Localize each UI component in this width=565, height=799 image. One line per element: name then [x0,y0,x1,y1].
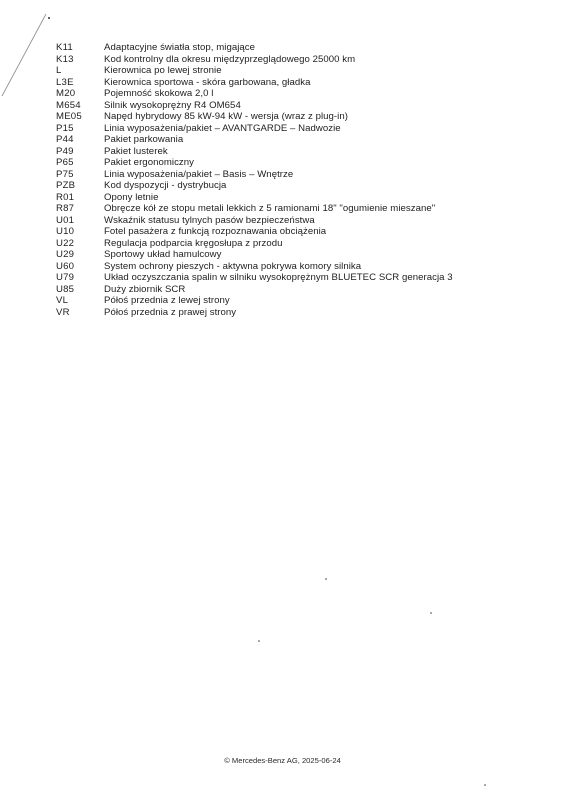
option-description: Wskaźnik statusu tylnych pasów bezpieczeństwa [104,214,315,226]
scan-speck [325,578,327,580]
option-code: U29 [56,249,75,260]
option-description: Pakiet lusterek [104,145,168,157]
option-description: Napęd hybrydowy 85 kW-94 kW - wersja (wraz z plug-in) [104,111,348,122]
option-code: VR [56,306,70,318]
option-code: U01 [56,214,75,226]
option-description: Kod kontrolny dla okresu międzyprzeglądowego 25000 km [104,53,356,65]
option-row [56,65,516,77]
option-row [56,307,516,319]
option-description: Kierownica po lewej stronie [104,65,222,76]
option-code: M20 [56,88,76,99]
option-row [56,203,516,215]
option-code: U10 [56,226,75,237]
option-row [56,100,516,112]
option-code: M654 [56,99,81,111]
option-row [56,146,516,158]
option-row [56,169,516,181]
option-row [56,123,516,135]
option-description: Regulacja podparcia kręgosłupa z przodu [104,237,283,249]
option-description: Linia wyposażenia/pakiet – Basis – Wnętrze [104,168,294,180]
option-code: PZB [56,180,76,191]
option-description: Półoś przednia z lewej strony [104,295,230,306]
option-description: System ochrony pieszych - aktywna pokrywa komory silnika [104,260,362,272]
option-code: L3E [56,76,74,88]
option-code: U22 [56,237,75,249]
option-row [56,215,516,227]
option-description: Kod dyspozycji - dystrybucja [104,180,227,191]
option-code: U79 [56,272,75,283]
option-description: Duży zbiornik SCR [104,283,186,295]
option-description: Silnik wysokoprężny R4 OM654 [104,99,241,111]
option-code: P75 [56,168,74,180]
option-row [56,238,516,250]
copyright-footer: © Mercedes-Benz AG, 2025-06-24 [224,756,341,765]
option-code: U60 [56,260,75,272]
option-code: ME05 [56,111,82,122]
option-code: K13 [56,53,74,65]
option-row [56,192,516,204]
option-row [56,180,516,192]
option-description: Pakiet ergonomiczny [104,157,195,168]
option-row [56,226,516,238]
option-row [56,284,516,296]
option-row [56,134,516,146]
option-row [56,157,516,169]
option-row [56,295,516,307]
option-description: Obręcze kół ze stopu metali lekkich z 5 ramionami 18" "ogumienie mieszane" [104,203,436,214]
option-code: U85 [56,283,75,295]
option-description: Pakiet parkowania [104,134,184,145]
option-description: Sportowy układ hamulcowy [104,249,222,260]
option-description: Kierownica sportowa - skóra garbowana, gładka [104,76,311,88]
option-description: Opony letnie [104,191,159,203]
option-code: P65 [56,157,74,168]
option-description: Pojemność skokowa 2,0 l [104,88,214,99]
equipment-code-list [56,42,516,318]
scan-speck [484,784,486,786]
option-row [56,54,516,66]
scan-speck [430,612,432,614]
scan-speck [258,640,260,642]
option-code: P15 [56,122,74,134]
option-description: Fotel pasażera z funkcją rozpoznawania obciążenia [104,226,327,237]
scan-edge-mark [0,0,60,110]
option-description: Adaptacyjne światła stop, migające [104,42,256,53]
option-code: K11 [56,42,73,53]
option-description: Półoś przednia z prawej strony [104,306,237,318]
option-description: Układ oczyszczania spalin w silniku wysokoprężnym BLUETEC SCR generacja 3 [104,272,453,283]
option-row [56,88,516,100]
option-row [56,261,516,273]
option-row [56,249,516,261]
option-description: Linia wyposażenia/pakiet – AVANTGARDE – Nadwozie [104,122,341,134]
option-row [56,42,516,54]
option-code: R87 [56,203,75,214]
option-code: L [56,65,62,76]
option-row [56,111,516,123]
option-code: P44 [56,134,74,145]
option-code: R01 [56,191,75,203]
option-code: P49 [56,145,74,157]
option-code: VL [56,295,69,306]
option-row [56,77,516,89]
option-row [56,272,516,284]
